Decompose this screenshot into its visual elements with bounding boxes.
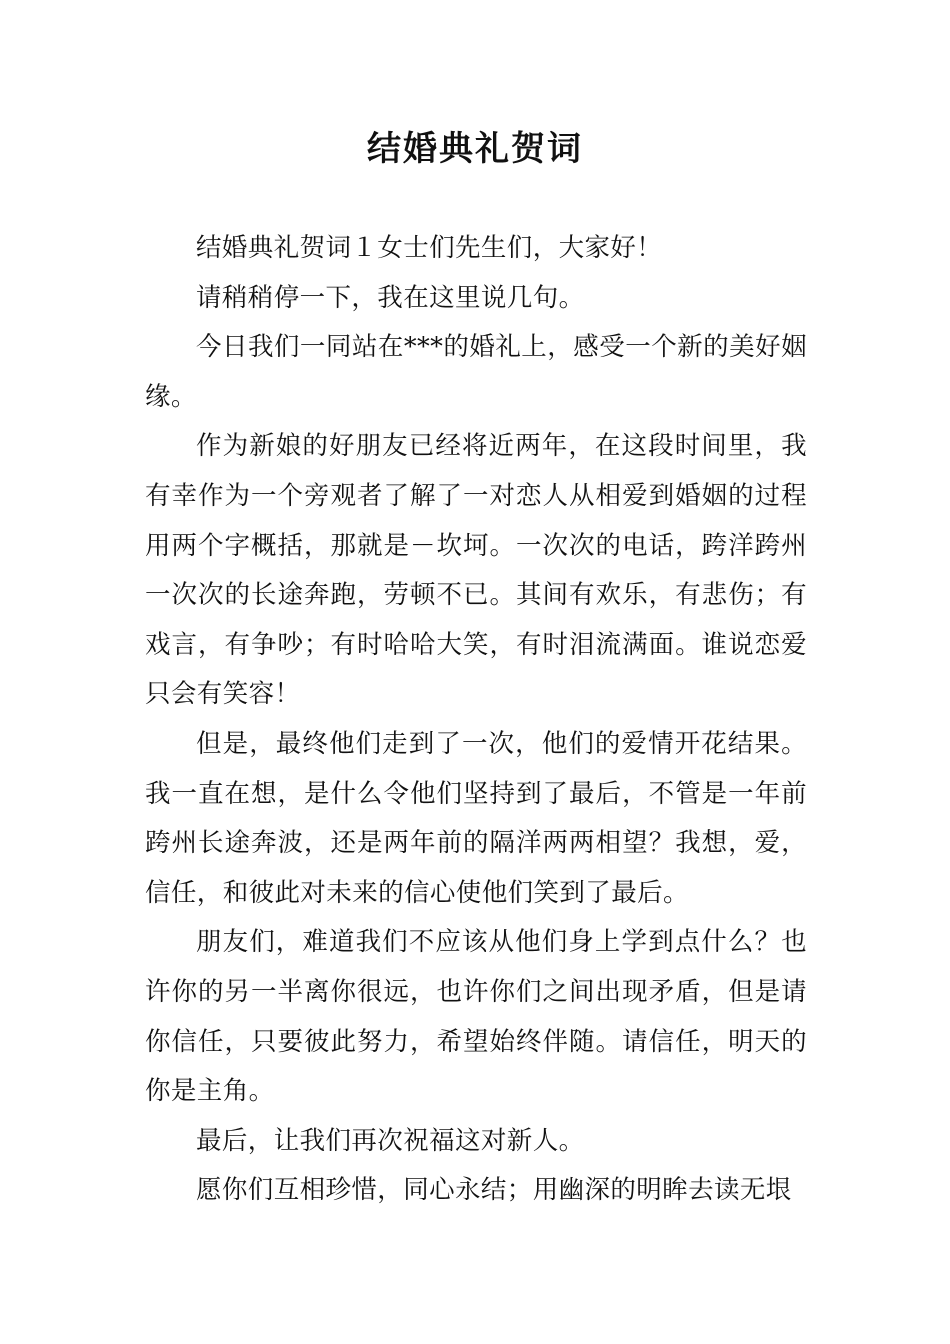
document-title: 结婚典礼贺词 <box>367 129 583 169</box>
paragraph: 但是，最终他们走到了一次，他们的爱情开花结果。我一直在想，是什么令他们坚持到了最后，不管是一年前跨州长途奔波，还是两年前的隔洋两两相望？我想，爱，信任，和彼此对未来的信心使他们笑到了最后。 <box>145 728 807 908</box>
paragraph: 结婚典礼贺词１女士们先生们，大家好！ <box>196 233 663 263</box>
paragraph: 请稍稍停一下，我在这里说几句。 <box>196 282 585 313</box>
paragraph: 最后，让我们再次祝福这对新人。 <box>196 1125 585 1156</box>
document-body <box>145 224 807 1216</box>
paragraph: 朋友们，难道我们不应该从他们身上学到点什么？也许你的另一半离你很远，也许你们之间出现矛盾，但是请你信任，只要彼此努力，希望始终伴随。请信任，明天的你是主角。 <box>145 927 807 1107</box>
paragraph: 作为新娘的好朋友已经将近两年，在这段时间里，我有幸作为一个旁观者了解了一对恋人从相爱到婚姻的过程用两个字概括，那就是－坎坷。一次次的电话，跨洋跨州一次次的长途奔跑，劳顿不已。其间有欢乐，有悲伤；有戏言，有争吵；有时哈哈大笑，有时泪流满面。谁说恋爱只会有笑容！ <box>145 431 807 710</box>
paragraph: 今日我们一同站在***的婚礼上，感受一个新的美好姻缘。 <box>145 332 807 412</box>
paragraph: 愿你们互相珍惜，同心永结；用幽深的明眸去读无垠 <box>196 1175 792 1206</box>
